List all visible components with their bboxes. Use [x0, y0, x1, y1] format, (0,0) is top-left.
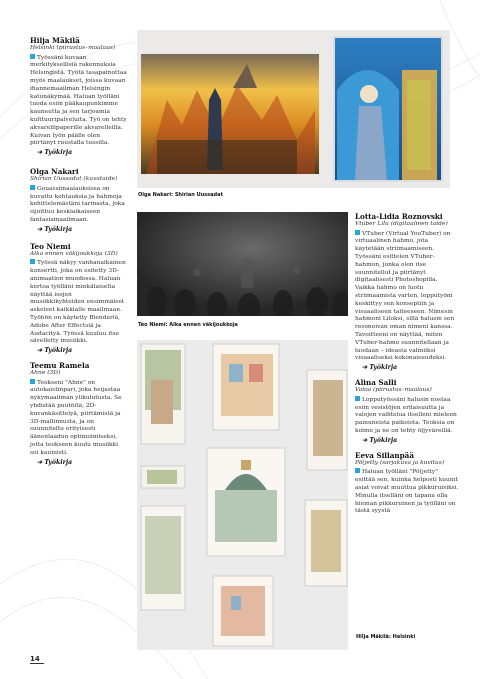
- concert-photo: [137, 212, 348, 316]
- work-title: Pö(jetty (sarjakuva ja kuvitus): [355, 459, 445, 466]
- tyokirja-link[interactable]: ➔ Työkirja: [37, 149, 73, 157]
- bullet-square-icon: [355, 468, 360, 473]
- bullet-square-icon: [30, 259, 35, 264]
- artist-name: Olga Nakari: [30, 167, 79, 177]
- tyokirja-link[interactable]: ➔ Työkirja: [37, 347, 73, 355]
- tyokirja-link[interactable]: ➔ Työkirja: [37, 225, 73, 233]
- bullet-square-icon: [355, 396, 360, 401]
- bullet-square-icon: [30, 185, 35, 190]
- painting-photo: [137, 30, 450, 188]
- concert-caption: Teo Niemi: Aika ennen väkijoukkoja: [138, 322, 238, 328]
- page-number: 14: [30, 655, 40, 663]
- entry-eeva-sillanpaa: [355, 451, 459, 516]
- artist-name: Lotta-Lidia Roznovski: [355, 212, 443, 221]
- artist-name: Teemu Ramela: [30, 361, 90, 371]
- work-title: Aika ennen väkijoukkoja (3D): [30, 250, 118, 257]
- entry-olga-nakari: [30, 167, 127, 234]
- work-description: VTuber (Virtual YouTuber) on virtuaalinen hahmo, jota käytetään striimaamiseen. Työssäni esittelen VTuber-hahmon, jonka olen itse suunnitellut ja piirtänyt digitaalisesti Photoshopilla. Vaikka hahmo on luotu striimaamista varten, lopputyöni keskittyy sen konseptiin ja visuaaliseen taiteeseen. Nimesin hahmoni Liloksi, sillä halusin sen resonoivan oman nimeni kanssa. Tavoitteeni on näyttää, miten VTuber-hahmo suunnitellaan ja luodaan – ideasta valmiiksi visuaaliseksi kokonaisuudeksi.: [355, 230, 455, 362]
- entry-teo-niemi: [30, 242, 127, 355]
- right-text-column: [355, 212, 459, 522]
- tyokirja-link[interactable]: ➔ Työkirja: [362, 436, 398, 444]
- entry-lotta-lidia-roznovski: [355, 212, 459, 372]
- concert-illustration: [137, 212, 348, 316]
- work-title: Helsinki (piirustus–maalaus): [30, 45, 116, 51]
- tyokirja-link[interactable]: ➔ Työkirja: [362, 364, 398, 372]
- artist-name: Hilja Mäkilä: [30, 36, 80, 45]
- left-text-column: [30, 36, 127, 473]
- artist-name: Alina Salli: [355, 378, 397, 388]
- painting-caption: Olga Nakari: Shirian Uussadat: [138, 192, 223, 198]
- page-number-rule: [30, 663, 44, 664]
- work-description: Teokseni "Ahne" on autokaistinpari, joka heijastaa nykymaailman ylikulutusta. Se yhdistää puutöitä, 2D-kuvankäsittelyä, piirtämistä ja 3D-mallinnusta, ja on suunniteltu erityisesti äänenlaadun optimoimiseksi, jotta teokseen kuulu musiikki soi kauniisti.: [30, 379, 122, 456]
- paintings-illustration: [137, 30, 450, 188]
- helsinki-illustration: [137, 340, 348, 650]
- entry-hilja-makila: [30, 36, 127, 157]
- work-description: Työssä näkyy vanhanaikainen konsertti, joka on esitetty 3D-animaation muodossa. Haluan kertoa työlläni minkälaiselta näyttää isojen musiikkikyhteiden ensimmäiset askeleet kaikkialle maailmaan. Työhön on käytetty Blenderiä, Adobe After Effectsiä ja Audacityä. Työssä kuuluu itse sävelletty musiikki.: [30, 260, 126, 345]
- work-description: Työssäni kuvaan merkityksellisiä rakennuksia Helsingistä. Työtä tasapainottaa myös maalaukset, joissa kuvaan ihannemaailman Helsingin katunäkymää. Haluan työlläni tuoda esiin pääkaupunkimme kauneutta ja sen tarjoamia kulttuuripalveluita. Työ on tehty akvarellipaperille akvarelleilla. Kuivan työn päälle olen piirtänyt ruustalla tussilla.: [30, 54, 127, 147]
- entry-alina-salli: [355, 378, 459, 445]
- bullet-square-icon: [355, 230, 360, 235]
- work-title: Shirian Uussadat (kuvataide): [30, 176, 118, 183]
- bullet-square-icon: [30, 379, 35, 384]
- artist-name: Eeva Sillanpää: [355, 450, 414, 460]
- helsinki-caption: Hilja Mäkilä: Helsinki: [356, 634, 416, 640]
- work-title: Vtuber Lilu (digitaalinen taide): [355, 221, 448, 227]
- bullet-square-icon: [30, 54, 35, 59]
- helsinki-photo: [137, 340, 348, 650]
- work-title: Valoa (piirustus–maalaus): [355, 387, 432, 394]
- work-title: Ahne (3D): [30, 370, 61, 377]
- work-description: Haluan työlläni "Pö(jetty" esittää sen, kuinka helposti kuunit asiat voivat muuttua pikkuruisiksi. Minulla itselläni on tapana olla hieman pikkuruinen ja työlläni on tästä syystä: [355, 469, 459, 515]
- work-description: Gouassimaalauksissa on kuvattu kohtauksia ja hahmoja kehittelemästäni tarinasta, joka sijoittuu keskiaikaiseen fantasiamaailmaan.: [30, 185, 125, 223]
- entry-teemu-ramela: [30, 361, 127, 467]
- tyokirja-link[interactable]: ➔ Työkirja: [37, 458, 73, 466]
- work-description: Lopputyössäni halusin nostaa esiin vesistöjen erilaisuutta ja valojen vaihtelua itselleni mieleen painuneista paikoista. Teoksia on kolme ja ne on tehty öljyväreillä.: [355, 396, 457, 434]
- artist-name: Teo Niemi: [30, 241, 71, 251]
